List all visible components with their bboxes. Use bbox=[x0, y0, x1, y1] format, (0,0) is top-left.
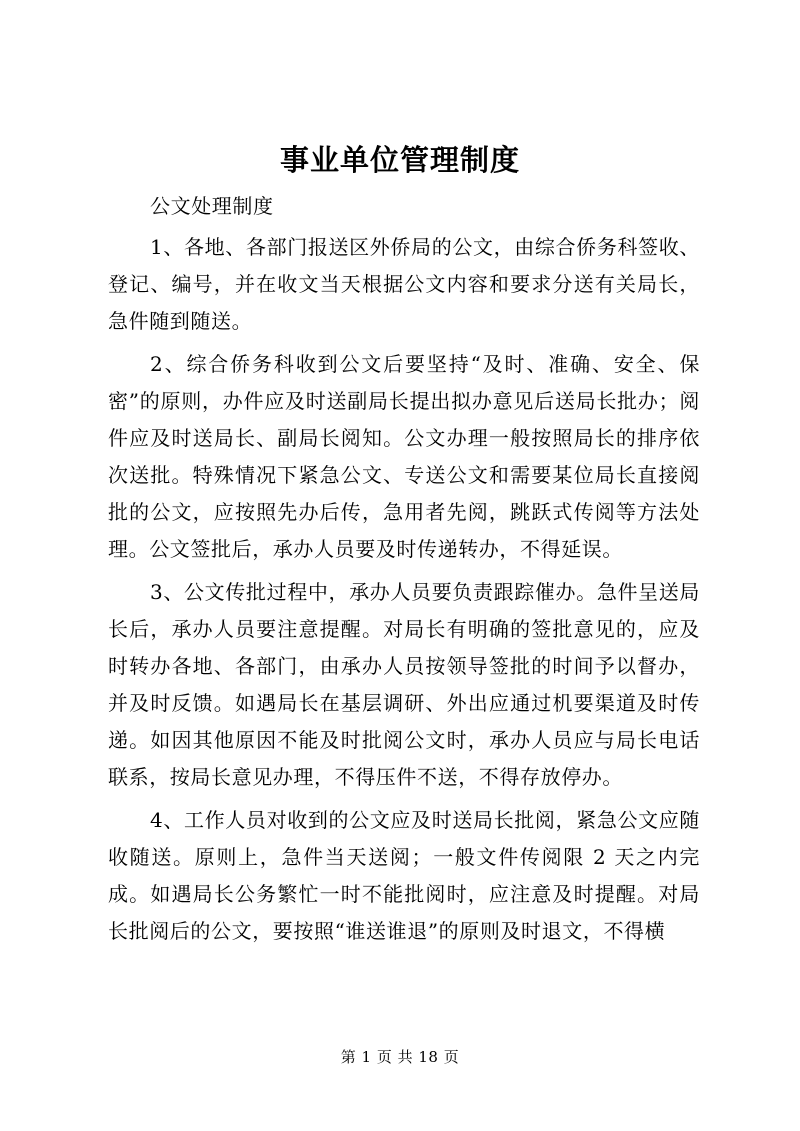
paragraph-4: 4、工作人员对收到的公文应及时送局长批阅，紧急公文应随收随送。原则上，急件当天送阅；一般文件传阅限 2 天之内完成。如遇局长公务繁忙一时不能批阅时，应注意及时提醒。对局长批阅后的公文，要按照“谁送谁退”的原则及时退文，不得横 bbox=[108, 808, 700, 943]
paragraph-3: 3、公文传批过程中，承办人员要负责跟踪催办。急件呈送局长后，承办人员要注意提醒。对局长有明确的签批意见的，应及时转办各地、各部门，由承办人员按领导签批的时间予以督办，并及时反馈。如遇局长在基层调研、外出应通过机要渠道及时传递。如因其他原因不能及时批阅公文时，承办人员应与局长电话联系，按局长意见办理，不得压件不送，不得存放停办。 bbox=[108, 580, 700, 789]
page-title: 事业单位管理制度 bbox=[279, 143, 520, 177]
paragraph-1: 1、各地、各部门报送区外侨局的公文，由综合侨务科签收、登记、编号，并在收文当天根据公文内容和要求分送有关局长，急件随到随送。 bbox=[108, 235, 700, 333]
paragraph-2: 2、综合侨务科收到公文后要坚持“及时、准确、安全、保密”的原则，办件应及时送副局长提出拟办意见后送局长批办；阅件应及时送局长、副局长阅知。公文办理一般按照局长的排序依次送批。特殊情况下紧急公文、专送公文和需要某位局长直接阅批的公文，应按照先办后传，急用者先阅，跳跃式传阅等方法处理。公文签批后，承办人员要及时传递转办，不得延误。 bbox=[108, 352, 700, 561]
page-number-footer: 第 1 页 共 18 页 bbox=[340, 1048, 460, 1066]
section-heading: 公文处理制度 bbox=[150, 194, 274, 218]
document-body bbox=[108, 188, 700, 956]
